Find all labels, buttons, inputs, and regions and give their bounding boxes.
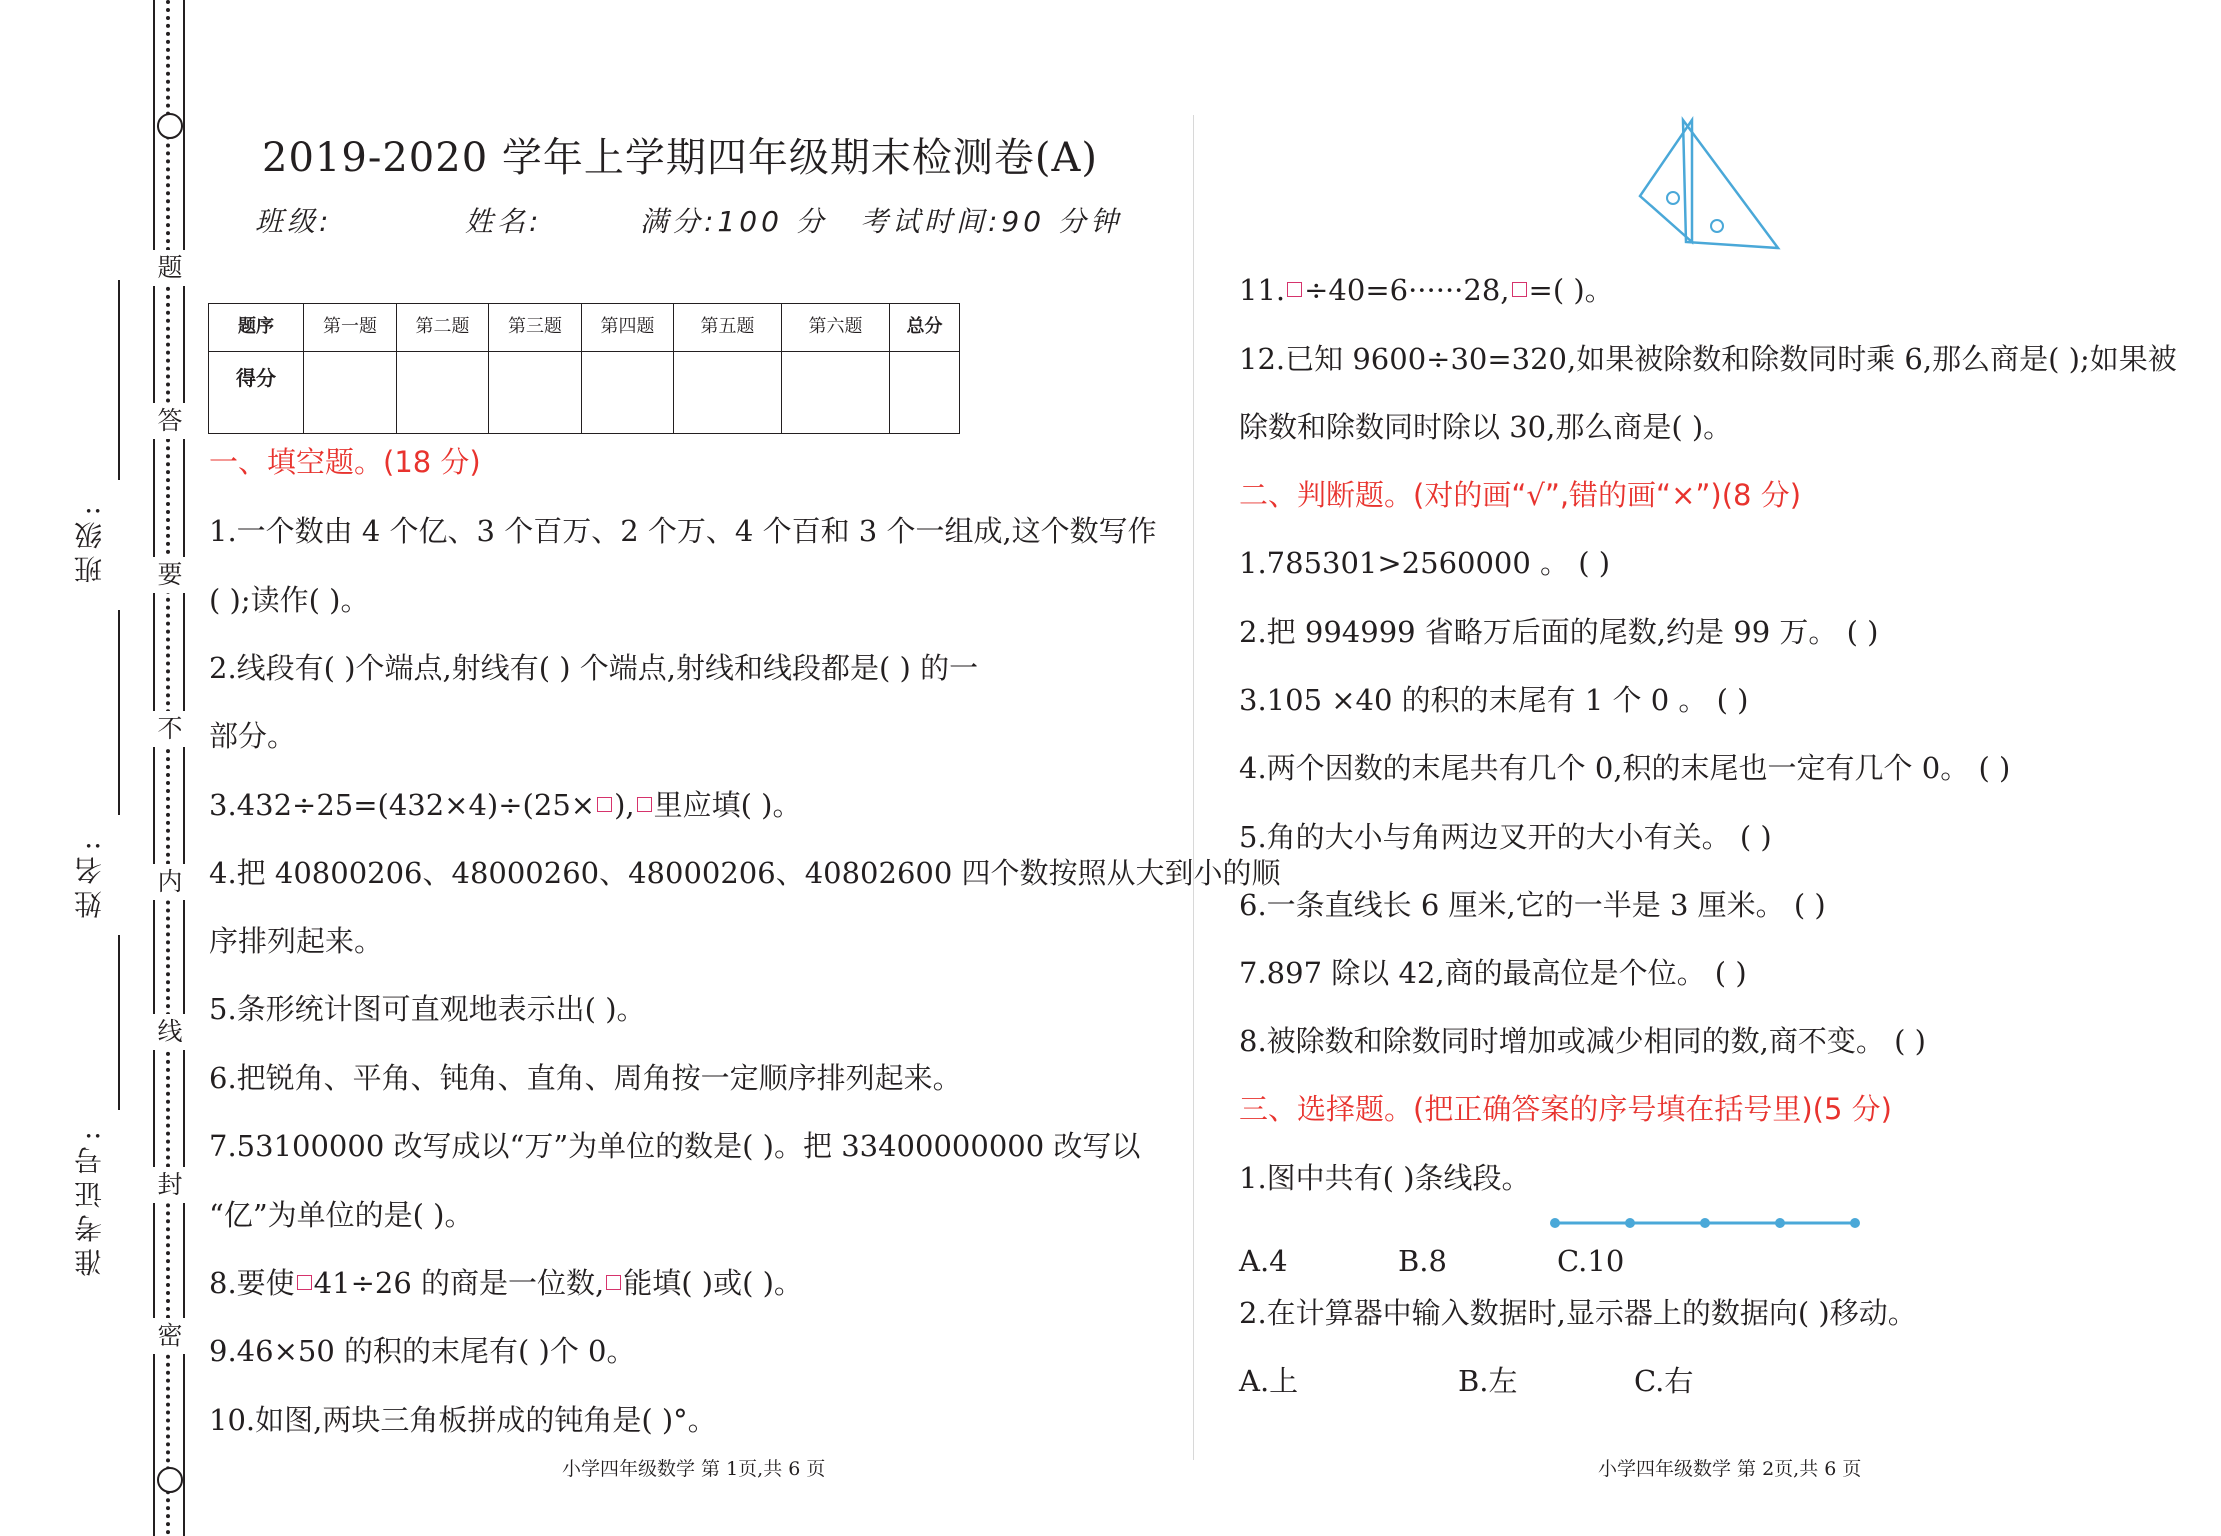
binding-word: 线: [152, 1014, 188, 1050]
option-b[interactable]: B.8: [1398, 1244, 1447, 1278]
score-table-column: 第三题: [489, 304, 582, 352]
question-1-7: 7.53100000 改写成以“万”为单位的数是( )。把 33400000000 改写以: [209, 1129, 1141, 1163]
segment-point: [1850, 1218, 1860, 1228]
score-cell[interactable]: [397, 352, 489, 434]
question-text: 41÷26 的商是一位数,: [313, 1266, 605, 1300]
section-1-heading: 一、填空题。(18 分): [209, 445, 481, 479]
question-text: 8.要使: [209, 1266, 295, 1300]
section-2-heading: 二、判断题。(对的画“√”,错的画“×”)(8 分): [1239, 478, 1802, 512]
triangle-rulers-figure: [1630, 112, 1790, 258]
segment-point: [1550, 1218, 1560, 1228]
segment-point: [1625, 1218, 1635, 1228]
class-field-label: 班级:: [73, 500, 106, 584]
score-cell[interactable]: [890, 352, 960, 434]
question-1-5: 5.条形统计图可直观地表示出( )。: [209, 992, 646, 1026]
binding-word: 封: [152, 1167, 188, 1203]
question-text: ),: [614, 788, 635, 822]
binding-word: 内: [152, 864, 188, 900]
question-text: 能填( )或( )。: [623, 1266, 803, 1300]
binding-line-right: [183, 0, 185, 1536]
name-field-label: 姓名:: [73, 835, 106, 919]
column-divider: [1193, 115, 1194, 1460]
question-text: 3.432÷25=(432×4)÷(25×: [209, 788, 596, 822]
binding-circle-mark: [157, 1467, 183, 1493]
question-1-1: 1.一个数由 4 个亿、3 个百万、2 个万、4 个百和 3 个一组成,这个数写作: [209, 514, 1157, 548]
score-cell[interactable]: [782, 352, 890, 434]
blank-square-icon: [597, 797, 612, 812]
binding-word: 密: [152, 1318, 188, 1354]
score-cell[interactable]: [582, 352, 674, 434]
class-label: 班级:: [255, 205, 333, 238]
set-square-hole: [1667, 192, 1679, 204]
question-1-12-cont: 除数和除数同时除以 30,那么商是( )。: [1239, 410, 1733, 444]
judge-item: 4.两个因数的末尾共有几个 0,积的末尾也一定有几个 0。 ( ): [1239, 751, 2011, 785]
footer-page-2: 小学四年级数学 第 2页,共 6 页: [1598, 1458, 1862, 1480]
exam-number-field: [70, 935, 150, 1395]
footer-page-1: 小学四年级数学 第 1页,共 6 页: [562, 1458, 826, 1480]
blank-square-icon: [297, 1275, 312, 1290]
question-text: ÷40=6······28,: [1304, 273, 1510, 307]
blank-square-icon: [1512, 282, 1527, 297]
score-table-column: 总分: [890, 304, 960, 352]
question-1-12: 12.已知 9600÷30=320,如果被除数和除数同时乘 6,那么商是( );如果被: [1239, 342, 2177, 376]
question-text: 里应填( )。: [653, 788, 802, 822]
question-1-4: 4.把 40800206、48000260、48000206、40802600 四个数按照从大到小的顺: [209, 856, 1281, 890]
segment-point: [1775, 1218, 1785, 1228]
question-1-6: 6.把锐角、平角、钝角、直角、周角按一定顺序排列起来。: [209, 1061, 962, 1095]
score-table: [208, 303, 960, 434]
binding-word: 答: [152, 403, 188, 439]
score-table-column: 第二题: [397, 304, 489, 352]
blank-square-icon: [606, 1275, 621, 1290]
judge-item: 7.897 除以 42,商的最高位是个位。 ( ): [1239, 956, 1747, 990]
judge-item: 3.105 ×40 的积的末尾有 1 个 0 。 ( ): [1239, 683, 1749, 717]
section-3-heading: 三、选择题。(把正确答案的序号填在括号里)(5 分): [1239, 1092, 1892, 1126]
binding-dotted-line: [166, 0, 170, 1536]
question-1-2-cont: 部分。: [209, 719, 297, 753]
binding-circle-mark: [157, 113, 183, 139]
option-a[interactable]: A.4: [1239, 1244, 1288, 1278]
score-table-column: 第五题: [674, 304, 782, 352]
score-table-column: 第一题: [304, 304, 397, 352]
question-1-11: [1239, 272, 1614, 308]
name-label: 姓名:: [465, 205, 543, 238]
score-cell[interactable]: [489, 352, 582, 434]
blank-square-icon: [637, 797, 652, 812]
option-b[interactable]: B.左: [1458, 1364, 1518, 1398]
full-score: 满分:100 分: [640, 205, 828, 238]
score-label: 得分: [209, 352, 304, 434]
option-c[interactable]: C.10: [1557, 1244, 1625, 1278]
judge-item: 8.被除数和除数同时增加或减少相同的数,商不变。 ( ): [1239, 1024, 1926, 1058]
question-1-10: 10.如图,两块三角板拼成的钝角是( )°。: [209, 1403, 717, 1437]
question-text: 11.: [1239, 273, 1286, 307]
judge-item: 5.角的大小与角两边叉开的大小有关。 ( ): [1239, 820, 1772, 854]
judge-item: 2.把 994999 省略万后面的尾数,约是 99 万。 ( ): [1239, 615, 1879, 649]
line-segment-figure: [1548, 1213, 1870, 1233]
judge-item: 6.一条直线长 6 厘米,它的一半是 3 厘米。 ( ): [1239, 888, 1826, 922]
choice-question-1: 1.图中共有( )条线段。: [1239, 1161, 1531, 1195]
binding-word: 不: [152, 711, 188, 747]
question-1-8: [209, 1265, 803, 1301]
exam-number-line[interactable]: [118, 935, 120, 1110]
blank-square-icon: [1287, 282, 1302, 297]
question-1-3: [209, 787, 801, 823]
binding-word: 要: [152, 557, 188, 593]
judge-item: 1.785301>2560000 。 ( ): [1239, 546, 1611, 580]
option-c[interactable]: C.右: [1634, 1364, 1694, 1398]
choice-question-2: 2.在计算器中输入数据时,显示器上的数据向( )移动。: [1239, 1296, 1917, 1330]
binding-line-left: [153, 0, 155, 1536]
binding-margin: [0, 0, 190, 1536]
exam-number-label: 准考证号:: [73, 1125, 106, 1277]
question-1-7-cont: “亿”为单位的是( )。: [209, 1198, 474, 1232]
set-square-right: [1683, 120, 1778, 248]
page-title: 2019-2020 学年上学期四年级期末检测卷(A): [262, 135, 1098, 181]
name-field-line[interactable]: [118, 610, 120, 815]
question-text: =( )。: [1528, 273, 1614, 307]
question-1-2: 2.线段有( )个端点,射线有( ) 个端点,射线和线段都是( ) 的一: [209, 651, 979, 685]
set-square-hole: [1711, 220, 1723, 232]
question-1-1-blanks: ( );读作( )。: [209, 583, 370, 617]
segment-point: [1700, 1218, 1710, 1228]
exam-time: 考试时间:90 分钟: [860, 205, 1122, 238]
score-cell[interactable]: [304, 352, 397, 434]
score-cell[interactable]: [674, 352, 782, 434]
option-a[interactable]: A.上: [1239, 1364, 1299, 1398]
question-1-4-cont: 序排列起来。: [209, 924, 384, 958]
question-1-9: 9.46×50 的积的末尾有( )个 0。: [209, 1334, 636, 1368]
score-table-row-header: 题序: [209, 304, 304, 352]
class-field-line[interactable]: [118, 280, 120, 480]
binding-word: 题: [152, 250, 188, 286]
score-table-column: 第六题: [782, 304, 890, 352]
score-table-column: 第四题: [582, 304, 674, 352]
